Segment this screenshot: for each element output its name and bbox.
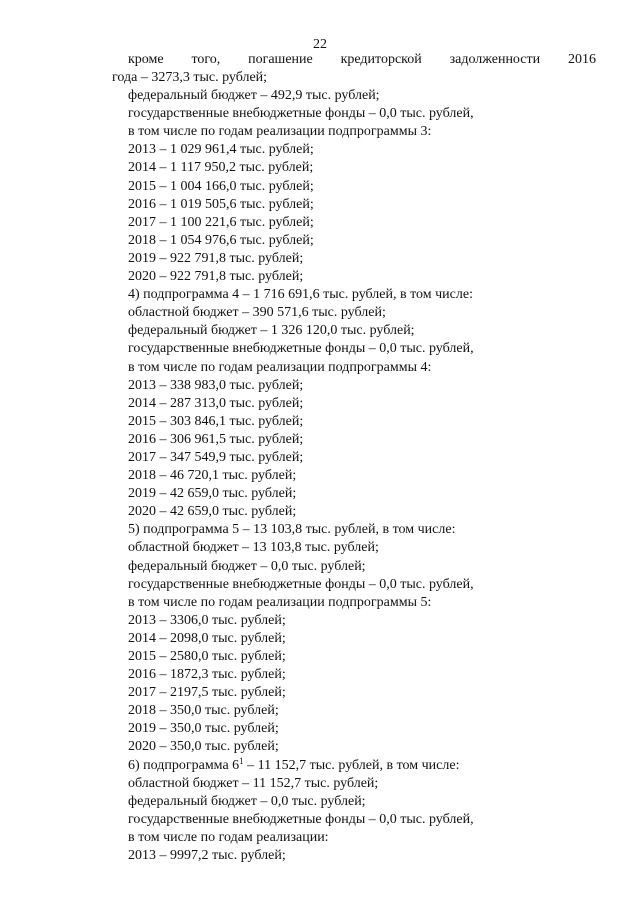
word: 2016	[567, 52, 596, 67]
paragraph-first-line	[112, 51, 596, 69]
text-line: 2020 – 922 791,8 тыс. рублей;	[128, 269, 304, 285]
text-line: 2019 – 42 659,0 тыс. рублей;	[128, 486, 297, 502]
text-line: 2015 – 303 846,1 тыс. рублей;	[128, 413, 304, 429]
text-line: 2018 – 46 720,1 тыс. рублей;	[128, 468, 297, 484]
text-line: 2016 – 1872,3 тыс. рублей;	[128, 667, 286, 683]
text-line: в том числе по годам реализации:	[128, 829, 329, 845]
paragraph-continuation: года – 3273,3 тыс. рублей;	[112, 70, 268, 85]
text-line: 2013 – 9997,2 тыс. рублей;	[128, 848, 286, 864]
text-line: государственные внебюджетные фонды – 0,0 тыс. рублей,	[128, 576, 474, 592]
text-line: 2015 – 1 004 166,0 тыс. рублей;	[128, 178, 314, 194]
text-line: государственные внебюджетные фонды – 0,0 тыс. рублей,	[128, 811, 474, 827]
heading-prefix: 6) подпрограмма 6	[128, 757, 240, 773]
superscript-marker: 1	[239, 755, 244, 766]
text-line: 2013 – 3306,0 тыс. рублей;	[128, 612, 286, 628]
text-line: федеральный бюджет – 0,0 тыс. рублей;	[128, 793, 366, 809]
text-line: 2019 – 350,0 тыс. рублей;	[128, 721, 279, 737]
text-line: государственные внебюджетные фонды – 0,0 тыс. рублей,	[128, 341, 474, 357]
text-line: областной бюджет – 13 103,8 тыс. рублей;	[128, 540, 379, 556]
text-line: 2016 – 306 961,5 тыс. рублей;	[128, 431, 304, 447]
text-line: 2017 – 347 549,9 тыс. рублей;	[128, 449, 304, 465]
text-line: 2018 – 350,0 тыс. рублей;	[128, 703, 279, 719]
text-line: областной бюджет – 390 571,6 тыс. рублей;	[128, 305, 386, 321]
word: того,	[191, 52, 221, 67]
text-line: 2014 – 1 117 950,2 тыс. рублей;	[128, 160, 314, 176]
text-line: 2020 – 350,0 тыс. рублей;	[128, 739, 279, 755]
text-line: в том числе по годам реализации подпрограммы 4:	[128, 359, 432, 375]
text-line: 2016 – 1 019 505,6 тыс. рублей;	[128, 196, 314, 212]
text-line: федеральный бюджет – 0,0 тыс. рублей;	[128, 558, 366, 574]
document-body	[112, 51, 596, 865]
subprogram-heading: 4) подпрограмма 4 – 1 716 691,6 тыс. рублей, в том числе:	[128, 287, 473, 303]
text-line: в том числе по годам реализации подпрограммы 5:	[128, 594, 432, 610]
text-line: 2013 – 338 983,0 тыс. рублей;	[128, 377, 304, 393]
text-line: 2017 – 1 100 221,6 тыс. рублей;	[128, 214, 314, 230]
text-line: 2020 – 42 659,0 тыс. рублей;	[128, 504, 297, 520]
text-line: 2013 – 1 029 961,4 тыс. рублей;	[128, 142, 314, 158]
heading-suffix: – 11 152,7 тыс. рублей, в том числе:	[243, 757, 460, 773]
word: кредиторской	[340, 52, 422, 67]
subprogram-heading: 5) подпрограмма 5 – 13 103,8 тыс. рублей, в том числе:	[128, 522, 456, 538]
text-line: федеральный бюджет – 492,9 тыс. рублей;	[128, 88, 380, 104]
text-line: 2018 – 1 054 976,6 тыс. рублей;	[128, 232, 314, 248]
text-line: 2017 – 2197,5 тыс. рублей;	[128, 685, 286, 701]
text-line: 2019 – 922 791,8 тыс. рублей;	[128, 250, 304, 266]
text-line: областной бюджет – 11 152,7 тыс. рублей;	[128, 775, 379, 791]
word: задолженности	[449, 52, 541, 67]
text-line: государственные внебюджетные фонды – 0,0 тыс. рублей,	[128, 106, 474, 122]
text-line: 2015 – 2580,0 тыс. рублей;	[128, 649, 286, 664]
text-line: 2014 – 2098,0 тыс. рублей;	[128, 630, 286, 646]
text-line: 2014 – 287 313,0 тыс. рублей;	[128, 395, 304, 411]
text-line: федеральный бюджет – 1 326 120,0 тыс. рублей;	[128, 323, 415, 339]
word: погашение	[248, 52, 313, 67]
text-line: в том числе по годам реализации подпрограммы 3:	[128, 124, 432, 140]
page-number: 22	[313, 37, 327, 52]
word: кроме	[128, 52, 164, 67]
subprogram-heading	[112, 757, 596, 775]
